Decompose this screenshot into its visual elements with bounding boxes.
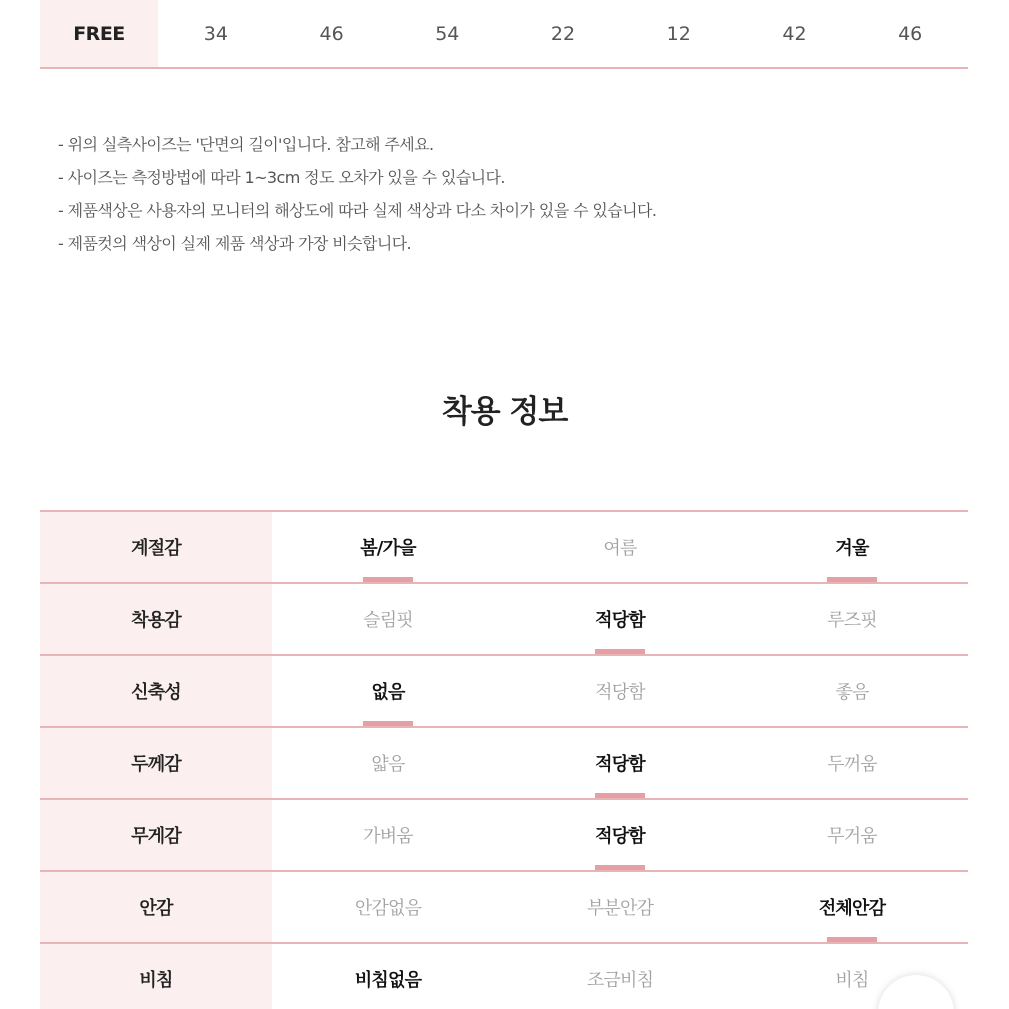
fit-option-label: 비침없음	[354, 970, 422, 991]
fit-row-label: 비침	[40, 944, 272, 1009]
fit-option-label: 두꺼움	[827, 754, 877, 775]
selected-marker	[827, 937, 877, 942]
size-values	[158, 0, 968, 67]
fit-option-label: 얇음	[371, 754, 405, 775]
fit-row	[40, 656, 968, 728]
fit-info-title: 착용 정보	[441, 394, 568, 430]
fit-option-label: 없음	[371, 682, 405, 703]
size-value: 22	[550, 22, 576, 45]
fit-option-label: 적당함	[595, 826, 645, 847]
fit-option-label: 겨울	[835, 538, 869, 559]
fit-option-label: 가벼움	[363, 826, 413, 847]
fit-row-label: 안감	[40, 872, 272, 942]
selected-marker	[595, 649, 645, 654]
size-value: 34	[203, 22, 228, 45]
fit-option-label: 비침	[835, 970, 869, 991]
fit-option-label: 봄/가을	[360, 538, 416, 559]
fit-option	[504, 944, 736, 1009]
fit-options	[272, 656, 968, 726]
fit-option	[736, 656, 968, 726]
fit-row-label: 무게감	[40, 800, 272, 870]
fit-option	[736, 728, 968, 798]
fit-option-selected	[272, 656, 504, 726]
fit-option	[504, 872, 736, 942]
fit-row	[40, 944, 968, 1009]
fit-option-label: 적당함	[595, 610, 645, 631]
fit-row-label: 두께감	[40, 728, 272, 798]
fit-option-label: 슬림핏	[363, 610, 413, 631]
fit-option	[272, 800, 504, 870]
size-notes	[58, 128, 958, 260]
fit-option-selected	[504, 584, 736, 654]
note-item: - 사이즈는 측정방법에 따라 1~3cm 정도 오차가 있을 수 있습니다.	[58, 168, 505, 187]
fit-option-label: 전체안감	[818, 898, 886, 919]
size-value: 46	[319, 22, 344, 45]
fit-option	[504, 512, 736, 582]
size-value: 42	[782, 22, 807, 45]
fit-option	[504, 656, 736, 726]
fit-option	[272, 872, 504, 942]
fit-option	[736, 800, 968, 870]
fit-option-label: 루즈핏	[827, 610, 877, 631]
selected-marker	[363, 577, 413, 582]
note-item: - 제품컷의 색상이 실제 제품 색상과 가장 비슷합니다.	[58, 234, 412, 253]
fit-options	[272, 512, 968, 582]
fit-option-label: 안감없음	[354, 898, 422, 919]
fit-option-label: 적당함	[595, 682, 645, 703]
fit-row-label: 착용감	[40, 584, 272, 654]
fit-row-label: 신축성	[40, 656, 272, 726]
fit-option	[272, 728, 504, 798]
selected-marker	[827, 577, 877, 582]
size-table-row	[40, 0, 968, 69]
selected-marker	[363, 721, 413, 726]
note-item: - 위의 실측사이즈는 '단면의 길이'입니다. 참고해 주세요.	[58, 135, 434, 154]
fit-option-label: 조금비침	[586, 970, 654, 991]
fit-option-selected	[504, 728, 736, 798]
fit-option-label: 여름	[603, 538, 637, 559]
size-value: 12	[666, 22, 691, 45]
fit-options	[272, 584, 968, 654]
fit-options	[272, 944, 968, 1009]
fit-row-label: 계절감	[40, 512, 272, 582]
selected-marker	[595, 793, 645, 798]
fit-option-selected	[272, 944, 504, 1009]
fit-option-label: 좋음	[835, 682, 869, 703]
fit-options	[272, 728, 968, 798]
selected-marker	[595, 865, 645, 870]
fit-option-selected	[736, 872, 968, 942]
fit-option-selected	[504, 800, 736, 870]
fit-row	[40, 512, 968, 584]
fit-option	[736, 584, 968, 654]
fit-row	[40, 800, 968, 872]
fit-option-label: 부분안감	[586, 898, 654, 919]
fit-options	[272, 872, 968, 942]
fit-option-label: 적당함	[595, 754, 645, 775]
fit-options	[272, 800, 968, 870]
note-item: - 제품색상은 사용자의 모니터의 해상도에 따라 실제 색상과 다소 차이가 있을 수 있습니다.	[58, 201, 657, 220]
fit-option-selected	[736, 512, 968, 582]
size-label: FREE	[40, 0, 158, 67]
fit-row	[40, 584, 968, 656]
fit-option-label: 무거움	[827, 826, 877, 847]
fit-row	[40, 872, 968, 944]
fit-info-table	[40, 510, 968, 1009]
fit-row	[40, 728, 968, 800]
size-value: 54	[435, 22, 460, 45]
fit-option	[272, 584, 504, 654]
size-value: 46	[898, 22, 923, 45]
fit-option-selected	[272, 512, 504, 582]
